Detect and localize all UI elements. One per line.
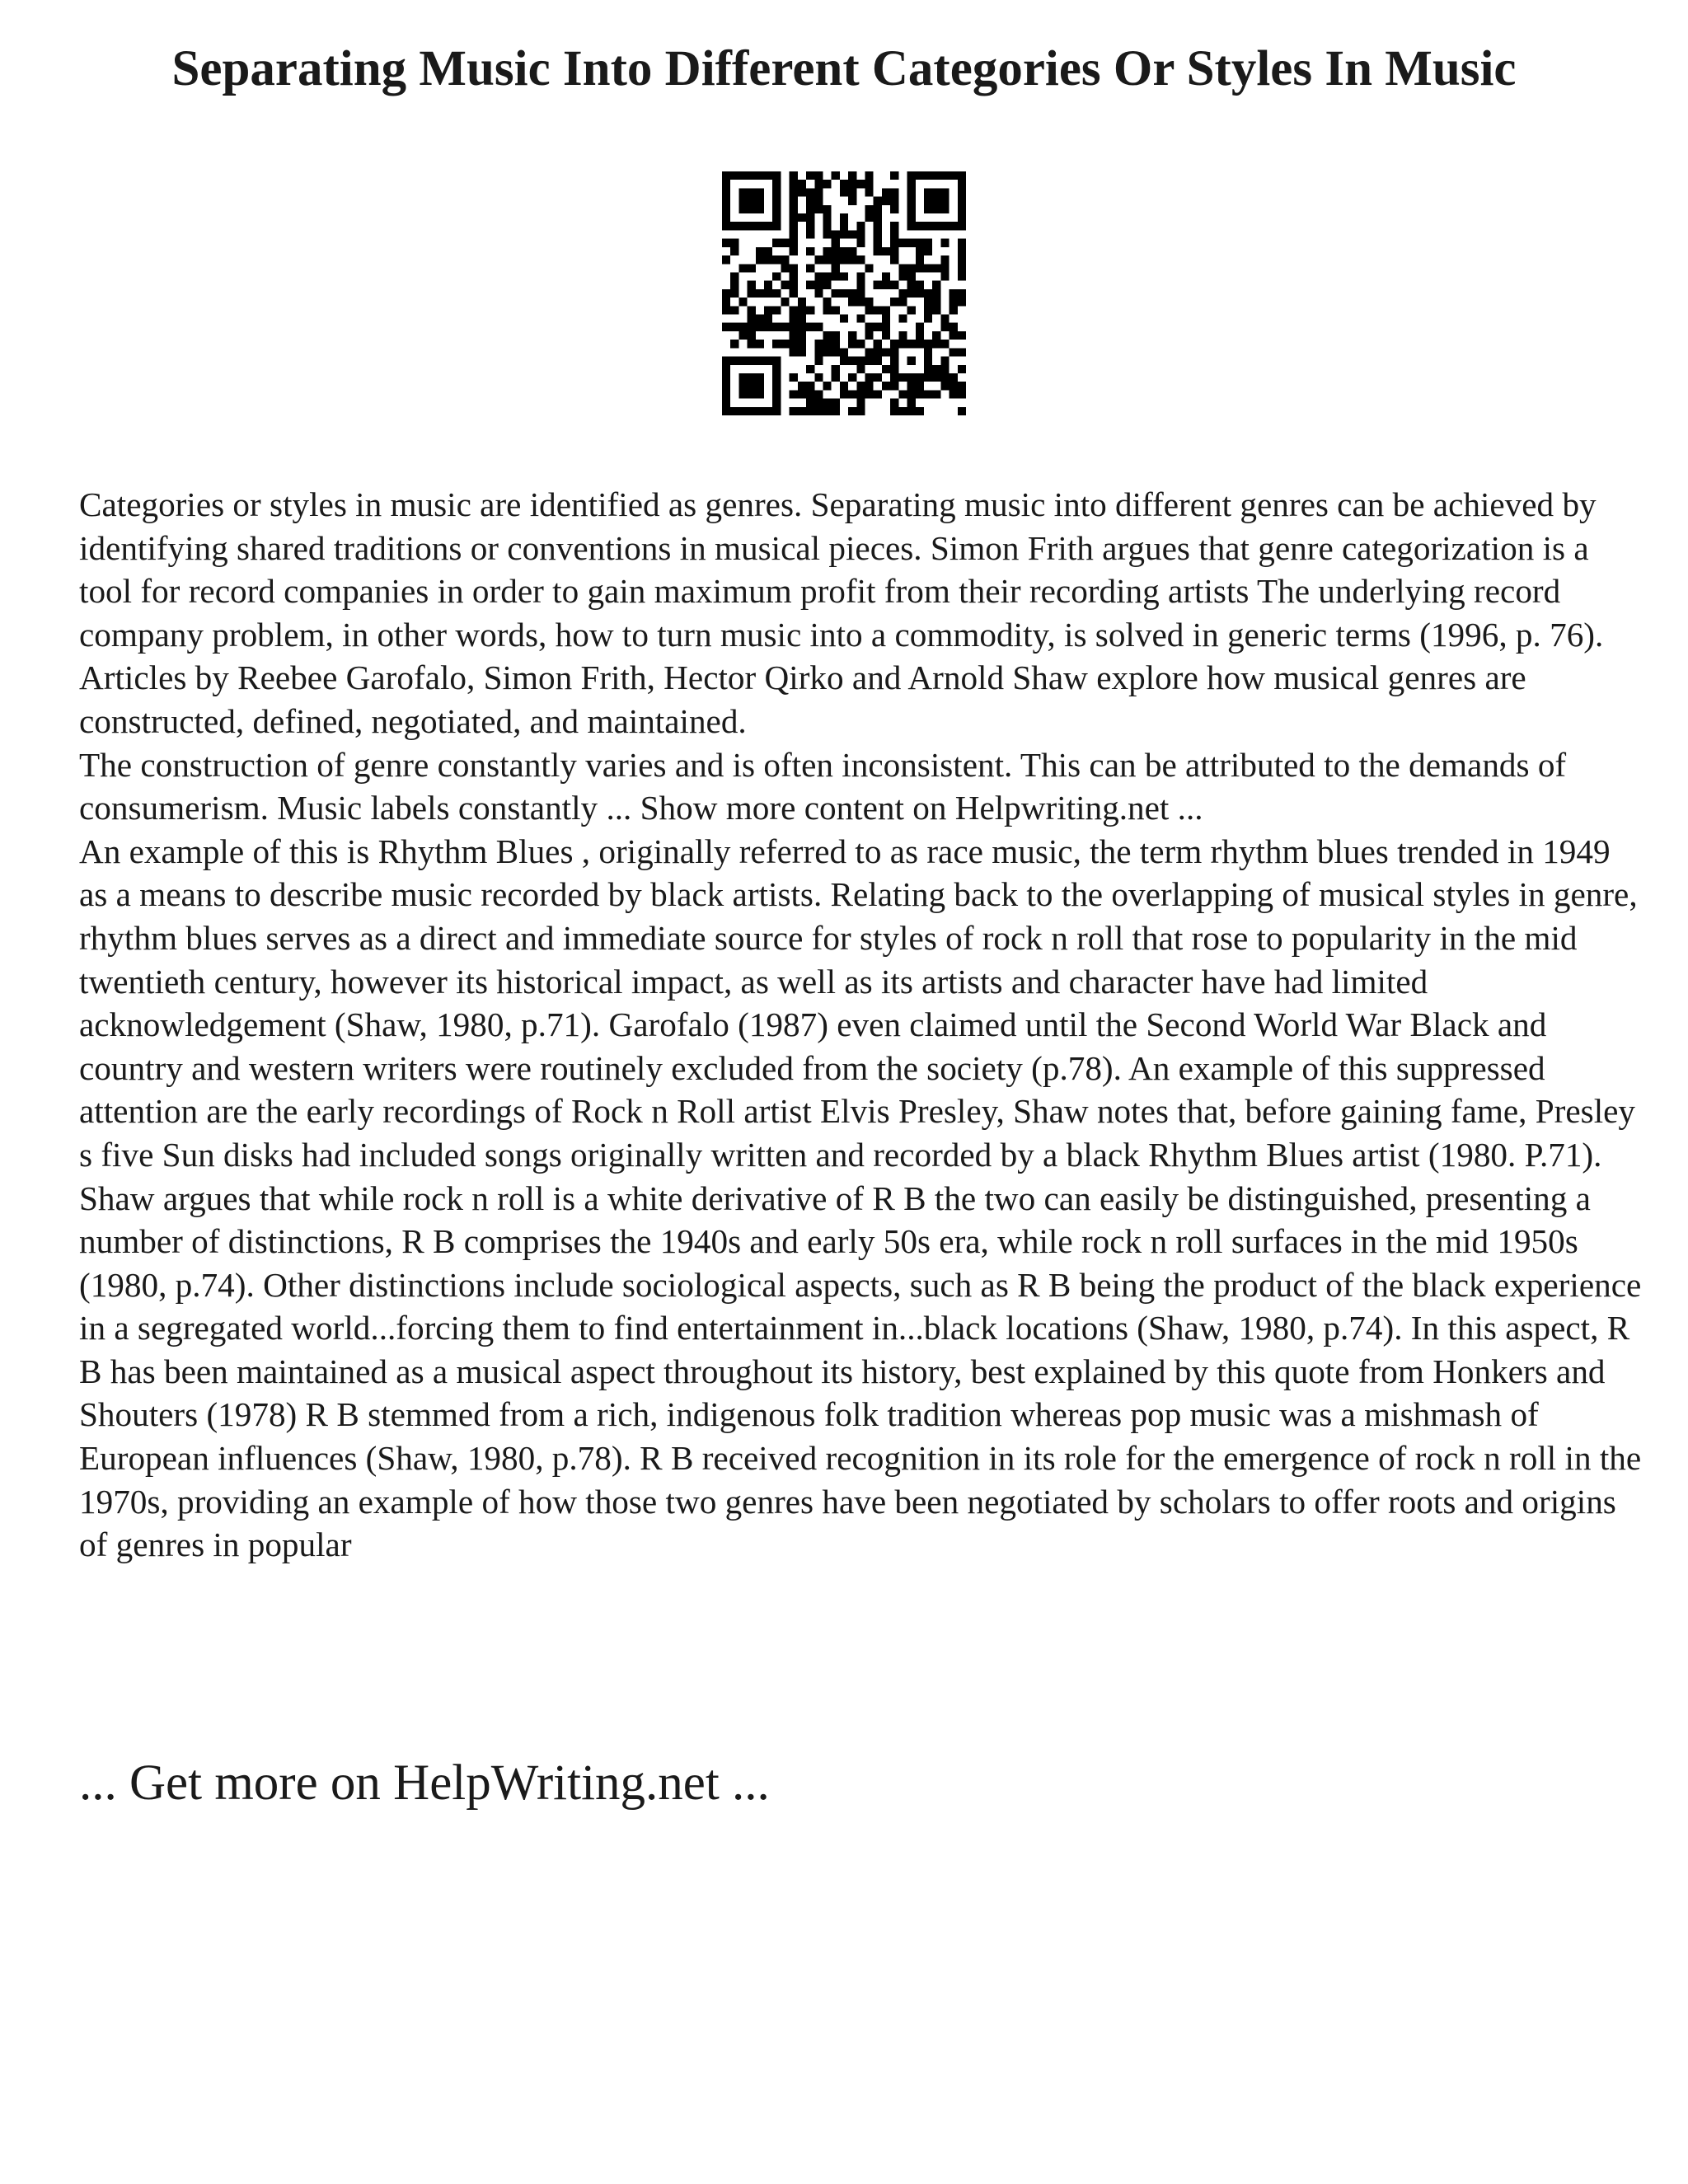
page-title: Separating Music Into Different Categories Or Styles In Music [171, 41, 1517, 96]
qr-code-icon[interactable] [722, 171, 966, 415]
paragraph: Categories or styles in music are identified as genres. Separating music into different genres can be achieved by identifying shared traditions or conventions in musical pieces. Simon Frith argues that genre categorization is a tool for record companies in order to gain maximum profit from their recording artists The underlying record company problem, in other words, how to turn music into a commodity, is solved in generic terms (1996, p. 76). Articles by Reebee Garofalo, Simon Frith, Hector Qirko and Arnold Shaw explore how musical genres are constructed, defined, negotiated, and maintained. [79, 485, 1604, 740]
paragraph: The construction of genre constantly varies and is often inconsistent. This can be attributed to the demands of consumerism. Music labels constantly ... Show more content on Helpwriting.net ... [79, 745, 1567, 827]
paragraph: An example of this is Rhythm Blues , originally referred to as race music, the term rhythm blues trended in 1949 as a means to describe music recorded by black artists. Relating back to the overlapping of musical styles in genre, rhythm blues serves as a direct and immediate source for styles of rock n roll that rose to popularity in the mid twentieth century, however its historical impact, as well as its artists and character have had limited acknowledgement (Shaw, 1980, p.71). Garofalo (1987) even claimed until the Second World War Black and country and western writers were routinely excluded from the society (p.78). An example of this suppressed attention are the early recordings of Rock n Roll artist Elvis Presley, Shaw notes that, before gaining fame, Presley s five Sun disks had included songs originally written and recorded by a black Rhythm Blues artist (1980. P.71). Shaw argues that while rock n roll is a white derivative of R B the two can easily be distinguished, presenting a number of distinctions, R B comprises the 1940s and early 50s era, while rock n roll surfaces in the mid 1950s (1980, p.74). Other distinctions include sociological aspects, such as R B being the product of the black experience in a segregated world...forcing them to find entertainment in...black locations (Shaw, 1980, p.74). In this aspect, R B has been maintained as a musical aspect throughout its history, best explained by this quote from Honkers and Shouters (1978) R B stemmed from a rich, indigenous folk tradition whereas pop music was a mishmash of European influences (Shaw, 1980, p.78). R B received recognition in its role for the emergence of rock n roll in the 1970s, providing an example of how those two genres have been negotiated by scholars to offer roots and origins of genres in popular [79, 832, 1642, 1564]
get-more-link[interactable]: ... Get more on HelpWriting.net ... [79, 1755, 770, 1811]
article-body [79, 483, 1645, 1567]
